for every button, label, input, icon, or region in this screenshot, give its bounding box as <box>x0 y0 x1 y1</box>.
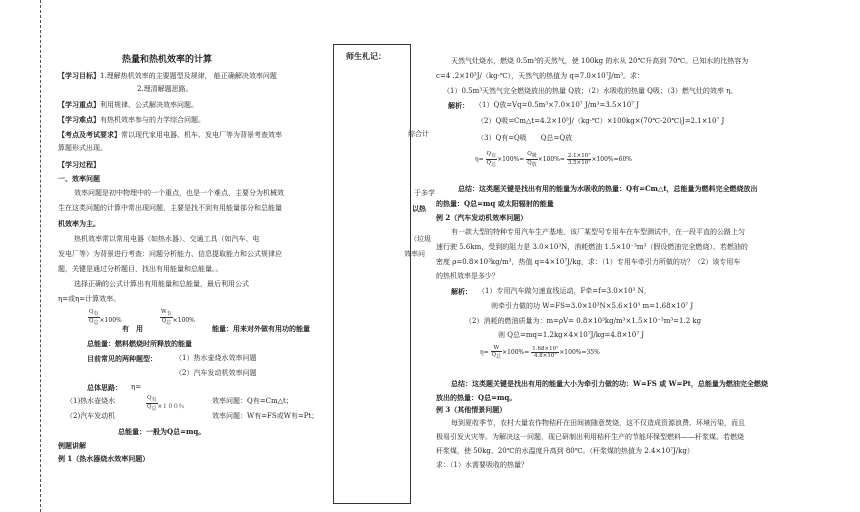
solution-2-efficiency: η= $\frac{W}{\text{Q总}}$ ×100%= $\frac{\text{1.68×10⁷}}{\text{4.8×10⁷}}$ ×100%=35% <box>480 345 600 361</box>
q3-line-1: 每到夏收季节，农村大量农作物秸秆在田间被随意焚烧，这不仅造成资源浪费、环境污染，而且 <box>451 419 745 427</box>
summary-2-line-1: 总结：这类题关键是找出有用的能量大小为牵引力做的功：W=FS 或 W=Pt，总能量为燃油完全燃烧 <box>451 379 768 388</box>
solution-1-step-1: （1）Q放=Vq=0.5m³×7.0×10⁷ J/m³=3.5×10⁷ J <box>475 101 640 109</box>
learning-goal-line-1: 【学习目标】1.理解热机效率的主要题型及规律， 能正确解决效率问题 <box>58 71 277 80</box>
q3-line-3: 秆浆煤，使 50kg、20℃的水温度升高到 80℃。（秆浆煤的热值为 2.4×10⁷J/kg） <box>436 447 694 455</box>
notes-title: 师生札记： <box>346 51 386 61</box>
type-1: （1）热水壶烧水效率问题 <box>175 354 257 362</box>
approach-row-2-right: 效率问题：W有=FS或W有=Pt； <box>212 412 319 420</box>
solution-1-label: 解析： <box>448 101 469 110</box>
eff2-numerator: 1.68×10⁷ <box>532 346 559 353</box>
eff1-denominator: 3.5×10⁷ <box>567 160 591 167</box>
context-line-3: 题，关键是通过分析题目，找出有用能量和总能量。。 <box>58 265 223 273</box>
exam-line-1: 【考点及考试要求】常以现代家用电器、机车、发电厂等为背景考查效率 <box>58 130 282 139</box>
approach-row-1-right: 效率问题：Q有=Cm△t； <box>212 397 293 405</box>
approach-row-2-left: （2)汽车发动机 <box>66 412 116 420</box>
intro-line-2-tail: 以热 <box>412 204 426 213</box>
process-heading: 【学习过程】 <box>58 160 100 169</box>
q2-line-1: 有一款大型的特种专用汽车生产基地，该厂某型号专用车在车型测试中，在一段平直的公路上匀 <box>451 228 745 236</box>
teacher-student-notes-box <box>333 44 411 504</box>
eff2-denominator: 4.8×10⁷ <box>533 353 557 360</box>
eff2-result: ×100%=35% <box>559 349 600 357</box>
difficulty-line: 【学习难点】有热机效率参与的力学综合问题。 <box>58 115 205 124</box>
q1-line-3: （1）0.5m³天然气完全燃烧放出的热量 Q放；（2）水吸收的热量 Q吸；（3）燃气灶的效率 η。 <box>443 87 738 95</box>
intro-line-1-tail: 于多学 <box>414 189 435 197</box>
context-line-1-tail: （垃圾 <box>410 235 431 243</box>
summary-2-line-2: 放出的热量：Q总=mq。 <box>436 393 517 402</box>
solution-2-step-2: 则牵引力做的功 W=FS=3.0×10³N×5.6×10³ m=1.68×10⁷ J <box>491 302 694 310</box>
example-1-heading: 例 1（热水器烧水效率问题） <box>58 454 150 463</box>
context-line-2-tail: 效率问 <box>404 250 425 258</box>
solution-1-efficiency: η= $\frac{\text{Q有}}{\text{Q总}}$ ×100%= $\frac{\text{Q吸}}{\text{Q放}}$ ×100%= $\frac{\text{2.1×10⁷}}{\text{3.5×10⁷}}$ ×100%=60% <box>475 151 632 169</box>
section-efficiency-heading: 一、效率问题 <box>58 174 100 183</box>
eta-fraction-q: $\frac{\text{Q有}}{\text{Q总}}$ ×100% <box>89 308 122 327</box>
q1-line-2: c=4 .2×10³J/（kg·℃），天然气的热值为 q=7.0×10⁷J/m³。求： <box>436 72 645 80</box>
q2-line-4: 的热机效率是多少？ <box>436 272 499 280</box>
example-3-heading: 例 3（其他情景问题） <box>436 405 507 414</box>
approach-label: 总体思路： <box>87 383 122 392</box>
binding-dashed-line <box>40 0 41 512</box>
solution-2-step-1: （1）专用汽车做匀速直线运动，F牵=f=3.0×10³ N， <box>478 287 651 295</box>
solution-2-step-3: （2）消耗的燃油质量为：m=ρV= 0.8×10³kg/m³×1.5×10⁻³m³=1.2 kg <box>465 317 702 325</box>
approach-eta: η= <box>131 383 142 391</box>
context-line-1: 热机效率常以常用电器（如热水器）、交通工具（如汽车、电 <box>74 235 260 243</box>
eta-fraction-w: $\frac{\text{W有}}{\text{Q总}}$ ×100% <box>161 308 195 327</box>
exam-line-2: 算题形式出现。 <box>58 144 107 152</box>
formula-intro-line: 选择正确的公式计算出有用能量和总能量，最后利用公式 <box>74 280 249 288</box>
intro-line-3: 机效率为主。 <box>58 219 100 228</box>
approach-row-1-left: （1)热水壶烧水 <box>66 397 116 405</box>
solution-1-step-2: （2）Q吸=Cm△t=4.2×10³J/（kg·℃）×100kg×(70℃-20℃)J=2.1×10⁷ J <box>477 117 725 125</box>
solution-1-step-3: （3）Q有=Q吸 Q总=Q放 <box>477 134 573 142</box>
approach-fraction: $\frac{\text{Q有}}{\text{Q总}}$ ×１００％ <box>147 394 185 413</box>
exam-line-1-tail: 综合计 <box>408 130 429 138</box>
q1-line-1: 天然气灶烧水，燃烧 0.5m³的天然气，使 100kg 的水从 20℃升高到 70℃。已知水的比热容为 <box>451 57 749 65</box>
q2-line-3: 密度 ρ=0.8×10³kg/m³，热值 q=4×10⁷J/kg，求：（1）专用车牵引力所做的功？（2）该专用车 <box>436 258 741 266</box>
examples-heading: 例题讲解 <box>58 441 86 450</box>
eff1-result: ×100%=60% <box>591 156 632 164</box>
intro-line-2: 生在这类问题的计算中常出现问题，主要是找不到有用能量部分和总能量 <box>58 204 282 212</box>
total-energy-general: 总能量：一般为Q总=mq。 <box>118 427 206 436</box>
key-point-line: 【学习重点】利用规律、公式解决效率问题。 <box>58 100 198 109</box>
summary-1-line-2: 的热量：Q总=mq 或太阳辐射的能量 <box>436 199 554 208</box>
solution-2-step-4: 则 Q总=mq=1.2kg×4×10⁷J/kg=4.8×10⁷ J <box>498 331 645 339</box>
summary-1-line-1: 总结：这类题关键是找出有用的能量为水吸收的热量：Q有=Cm△t，总能量为燃料完全燃烧放出 <box>458 184 758 193</box>
q3-line-2: 极易引发火灾等。为解决这一问题，现已研制出利用秸秆生产的节能环保型燃料——秆浆煤。若燃烧 <box>436 433 744 441</box>
learning-goal-line-2: 2.理清解题思路。 <box>137 85 193 93</box>
q2-line-2: 速行驶 5.6km，受到的阻力是 3.0×10³N，消耗燃油 1.5×10⁻³m³（假设燃油完全燃烧）。若燃油的 <box>436 243 748 251</box>
type-2: （2）汽车发动机效率问题 <box>175 369 257 377</box>
types-label: 目前常见的两种题型： <box>87 354 157 363</box>
useful-energy-definition: 能量：用来对外做有用功的能量 <box>212 324 310 333</box>
efficiency-formula-line: η=或η=计算效率。 <box>58 295 121 303</box>
eff1-numerator: 2.1×10⁷ <box>567 153 591 160</box>
total-energy-definition: 总能量：燃料燃烧时所释放的能量 <box>87 339 192 348</box>
page-title: 热量和热机效率的计算 <box>122 55 213 65</box>
q3-line-4: 求：（1）水需要吸收的热量？ <box>436 461 528 469</box>
solution-2-label: 解析： <box>451 287 472 296</box>
example-2-heading: 例 2（汽车发动机效率问题） <box>436 213 528 222</box>
context-line-2: 发电厂等）为背景进行考查：问题分析能力、信息提取能力和公式规律应 <box>58 250 282 258</box>
useful-energy-word: 有 用 <box>122 324 143 333</box>
intro-line-1: 效率问题是初中物理中的一个重点，也是一个难点，主要分为机械效 <box>74 189 284 197</box>
